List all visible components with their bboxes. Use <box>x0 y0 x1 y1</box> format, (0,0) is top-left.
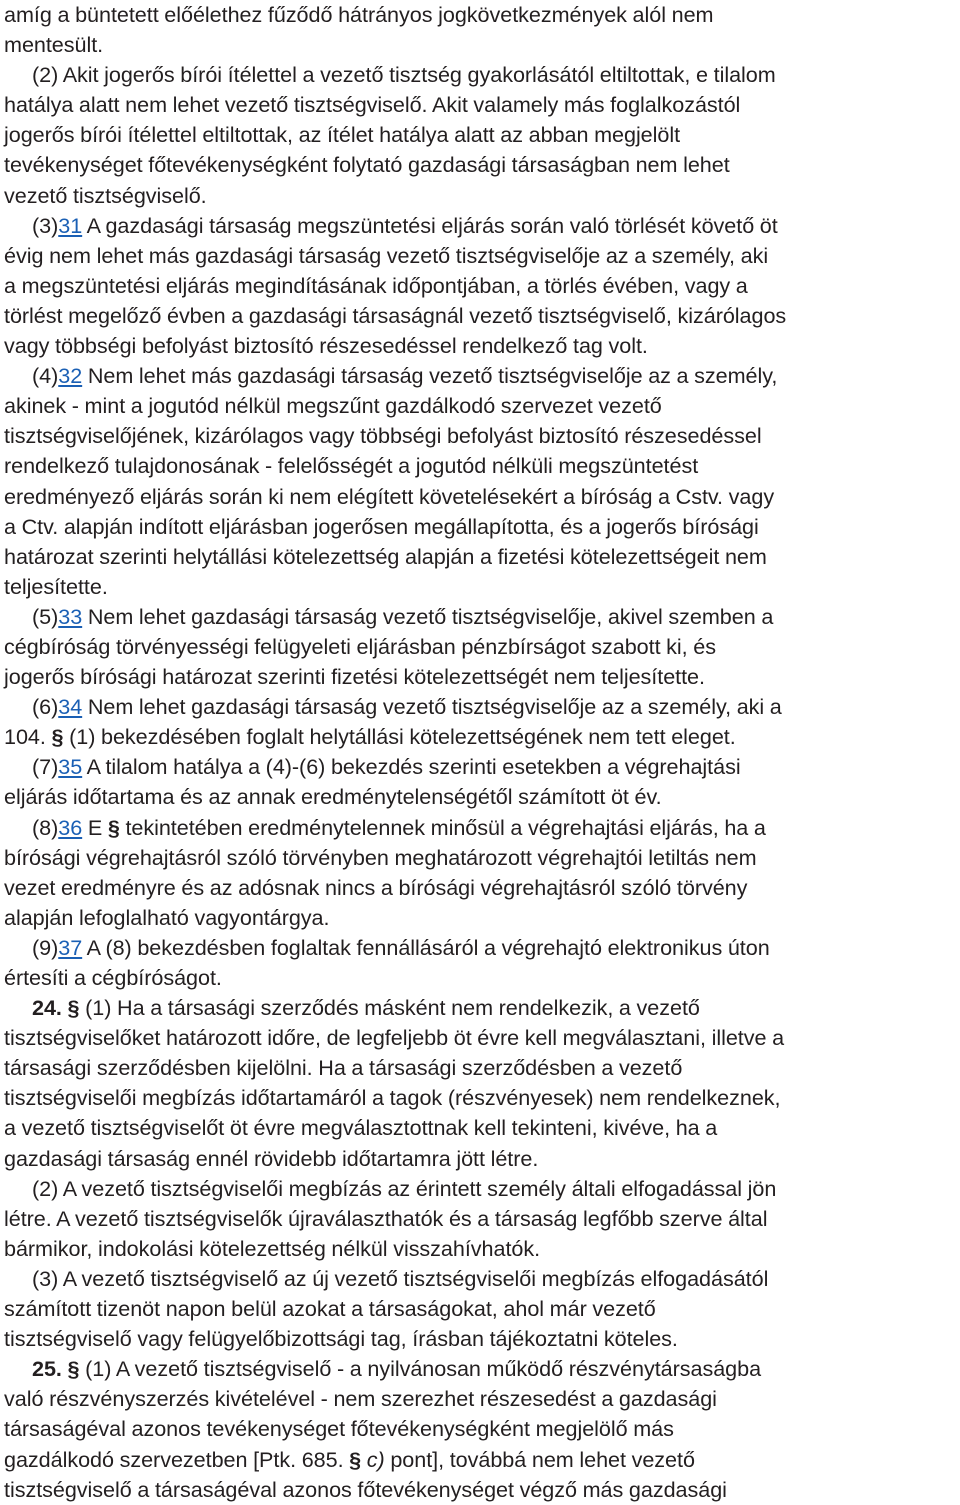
section-number: 24. <box>32 995 62 1021</box>
section-sign: § <box>107 814 120 840</box>
footnote-link[interactable]: 31 <box>58 212 83 238</box>
text-run: A (8) bekezdésben foglaltak fennállásáról a végrehajtó elektronikus úton <box>82 934 770 960</box>
text-line <box>4 692 956 722</box>
text-run: eredményező eljárás során ki nem elégített követelésekért a bíróság a Cstv. vagy <box>4 483 775 509</box>
text-run: értesíti a cégbíróságot. <box>4 965 222 990</box>
text-run: (2) Akit jogerős bírói ítélettel a vezető tisztség gyakorlásától eltiltottak, e tilalom <box>32 62 776 88</box>
footnote-link[interactable]: 32 <box>58 363 83 389</box>
text-line <box>4 90 956 120</box>
section-sign: § <box>67 995 80 1021</box>
italic-text: c) <box>366 1446 385 1472</box>
text-run: a megszüntetési eljárás megindításának időpontjában, a törlés évében, vagy a <box>4 272 748 298</box>
text-run: cégbíróság törvényességi felügyeleti eljárásban pénzbírságot szabott ki, és <box>4 633 716 659</box>
text-line <box>4 572 956 602</box>
text-run: társaságéval azonos tevékenységet főtevékenységként megjelölő más <box>4 1416 674 1442</box>
text-run: évig nem lehet más gazdasági társaság vezető tisztségviselője az a személy, aki <box>4 242 769 268</box>
section-sign: § <box>67 1356 80 1382</box>
footnote-link[interactable]: 36 <box>58 814 83 840</box>
text-line <box>4 331 956 361</box>
text-line <box>4 843 956 873</box>
text-line <box>4 0 956 30</box>
text-line <box>4 542 956 572</box>
section-sign: § <box>51 724 64 750</box>
text-run: számított tizenöt napon belül azokat a társaságokat, ahol már vezető <box>4 1296 656 1322</box>
text-line <box>4 361 956 391</box>
text-run: amíg a büntetett előélethez fűződő hátrányos jogkövetkezmények alól nem <box>4 2 714 27</box>
text-run: (8) <box>32 814 59 840</box>
text-line <box>4 30 956 60</box>
text-run: bírósági végrehajtásról szóló törvényben meghatározott végrehajtói letiltás nem <box>4 844 757 870</box>
text-run: tisztségviselőjének, kizárólagos vagy többségi befolyást biztosító részesedéssel <box>4 423 762 449</box>
text-line <box>4 602 956 632</box>
text-line <box>4 60 956 90</box>
text-run: vagy többségi befolyást biztosító részesedéssel rendelkező tag volt. <box>4 333 648 359</box>
text-run: (7) <box>32 754 59 780</box>
text-line <box>4 933 956 963</box>
text-run: mentesült. <box>4 32 104 58</box>
text-run: Nem lehet gazdasági társaság vezető tisztségviselője az a személy, aki a <box>82 694 782 720</box>
text-line <box>4 120 956 150</box>
text-line <box>4 1354 956 1384</box>
text-run: gazdálkodó szervezetben [Ptk. 685. <box>4 1446 350 1472</box>
section-number: 25. <box>32 1356 62 1382</box>
text-run: A gazdasági társaság megszüntetési eljárás során való törlését követő öt <box>82 212 778 238</box>
text-run: bármikor, indokolási kötelezettség nélkül visszahívhatók. <box>4 1235 541 1261</box>
text-run: rendelkező tulajdonosának - felelősségét a jogutód nélküli megszüntetést <box>4 453 699 479</box>
text-run: A tilalom hatálya a (4)-(6) bekezdés szerinti esetekben a végrehajtási <box>82 754 741 780</box>
text-run: hatálya alatt nem lehet vezető tisztségviselő. Akit valamely más foglalkozástól <box>4 92 741 118</box>
text-line <box>4 813 956 843</box>
text-run: tisztségviselőket határozott időre, de legfeljebb öt évre kell megválasztani, illetve a <box>4 1025 785 1051</box>
text-run: gazdasági társaság ennél rövidebb időtartamra jött létre. <box>4 1145 539 1171</box>
text-line <box>4 782 956 812</box>
text-line <box>4 903 956 933</box>
text-run: (1) A vezető tisztségviselő - a nyilvánosan működő részvénytársaságba <box>79 1356 762 1382</box>
text-run: (3) A vezető tisztségviselő az új vezető tisztségviselői megbízás elfogadásától <box>32 1265 769 1291</box>
text-line <box>4 181 956 211</box>
text-run: tisztségviselő vagy felügyelőbizottsági tag, írásban tájékoztatni köteles. <box>4 1326 678 1352</box>
text-run: eljárás időtartama és az annak eredménytelenségétől számított öt év. <box>4 784 662 810</box>
text-run: jogerős bírói ítélettel eltiltottak, az ítélet hatálya alatt az abban megjelölt <box>4 122 681 148</box>
text-run: (6) <box>32 694 59 720</box>
text-line <box>4 1294 956 1324</box>
text-line <box>4 1414 956 1444</box>
text-line <box>4 993 956 1023</box>
text-line <box>4 482 956 512</box>
text-run: (4) <box>32 363 59 389</box>
text-run: E <box>82 814 108 840</box>
text-line <box>4 1083 956 1113</box>
text-run: (5) <box>32 603 59 629</box>
text-line <box>4 1475 956 1505</box>
text-line <box>4 752 956 782</box>
text-line <box>4 1113 956 1143</box>
text-line <box>4 1384 956 1414</box>
text-run: törlést megelőző évben a gazdasági társaságnál vezető tisztségviselő, kizárólagos <box>4 302 787 328</box>
text-line <box>4 1445 956 1475</box>
text-run: a vezető tisztségviselőt öt évre megválasztottnak kell tekinteni, kivéve, ha a <box>4 1115 718 1141</box>
text-line <box>4 421 956 451</box>
footnote-link[interactable]: 35 <box>58 754 83 780</box>
text-run: tevékenységet főtevékenységként folytató gazdasági társaságban nem lehet <box>4 152 730 178</box>
text-run: teljesítette. <box>4 573 108 599</box>
text-run: (2) A vezető tisztségviselői megbízás az érintett személy általi elfogadással jön <box>32 1175 777 1201</box>
text-line <box>4 873 956 903</box>
text-line <box>4 150 956 180</box>
text-run: a Ctv. alapján indított eljárásban jogerősen megállapította, és a jogerős bírósági <box>4 513 759 539</box>
text-line <box>4 963 956 993</box>
text-line <box>4 391 956 421</box>
text-run: való részvényszerzés kivételével - nem szerezhet részesedést a gazdasági <box>4 1386 717 1412</box>
text-run: jogerős bírósági határozat szerinti fizetési kötelezettségét nem teljesítette. <box>4 664 705 690</box>
text-run: társasági szerződésben kijelölni. Ha a társasági szerződésben a vezető <box>4 1055 683 1081</box>
text-line <box>4 632 956 662</box>
text-line <box>4 1324 956 1354</box>
text-line <box>4 1053 956 1083</box>
section-sign: § <box>349 1446 362 1472</box>
text-run: tisztségviselői megbízás időtartamáról a tagok (részvényesek) nem rendelkeznek, <box>4 1085 781 1111</box>
text-line <box>4 1234 956 1264</box>
text-run: (9) <box>32 934 59 960</box>
text-line <box>4 241 956 271</box>
text-run: Nem lehet gazdasági társaság vezető tisztségviselője, akivel szemben a <box>82 603 774 629</box>
text-run: akinek - mint a jogutód nélkül megszűnt gazdálkodó szervezet vezető <box>4 393 662 419</box>
text-run: vezet eredményre és az adósnak nincs a bírósági végrehajtásról szóló törvény <box>4 874 748 900</box>
text-line <box>4 271 956 301</box>
text-run: tekintetében eredménytelennek minősül a végrehajtási eljárás, ha a <box>119 814 766 840</box>
text-run: létre. A vezető tisztségviselők újraválaszthatók és a társaság legfőbb szerve által <box>4 1205 768 1231</box>
text-run: (1) Ha a társasági szerződés másként nem rendelkezik, a vezető <box>79 995 700 1021</box>
text-run: határozat szerinti helytállási kötelezettség alapján a fizetési kötelezettségeit nem <box>4 543 767 569</box>
footnote-link[interactable]: 33 <box>58 603 83 629</box>
text-line <box>4 1264 956 1294</box>
text-line <box>4 722 956 752</box>
text-run: vezető tisztségviselő. <box>4 182 207 208</box>
text-run: (1) bekezdésében foglalt helytállási kötelezettségének nem tett eleget. <box>63 724 736 750</box>
text-run: tisztségviselő a társaságéval azonos főtevékenységet végző más gazdasági <box>4 1476 727 1502</box>
text-line <box>4 1023 956 1053</box>
text-run: pont], továbbá nem lehet vezető <box>384 1446 695 1472</box>
text-run: 104. <box>4 724 52 750</box>
text-line <box>4 662 956 692</box>
text-run: alapján lefoglalható vagyontárgya. <box>4 904 330 930</box>
text-line <box>4 451 956 481</box>
text-line <box>4 1144 956 1174</box>
text-line <box>4 1174 956 1204</box>
text-run: Nem lehet más gazdasági társaság vezető tisztségviselője az a személy, <box>82 363 778 389</box>
text-line <box>4 211 956 241</box>
text-run: (3) <box>32 212 59 238</box>
text-line <box>4 512 956 542</box>
text-line <box>4 1204 956 1234</box>
text-line <box>4 301 956 331</box>
footnote-link[interactable]: 37 <box>58 934 83 960</box>
footnote-link[interactable]: 34 <box>58 694 83 720</box>
